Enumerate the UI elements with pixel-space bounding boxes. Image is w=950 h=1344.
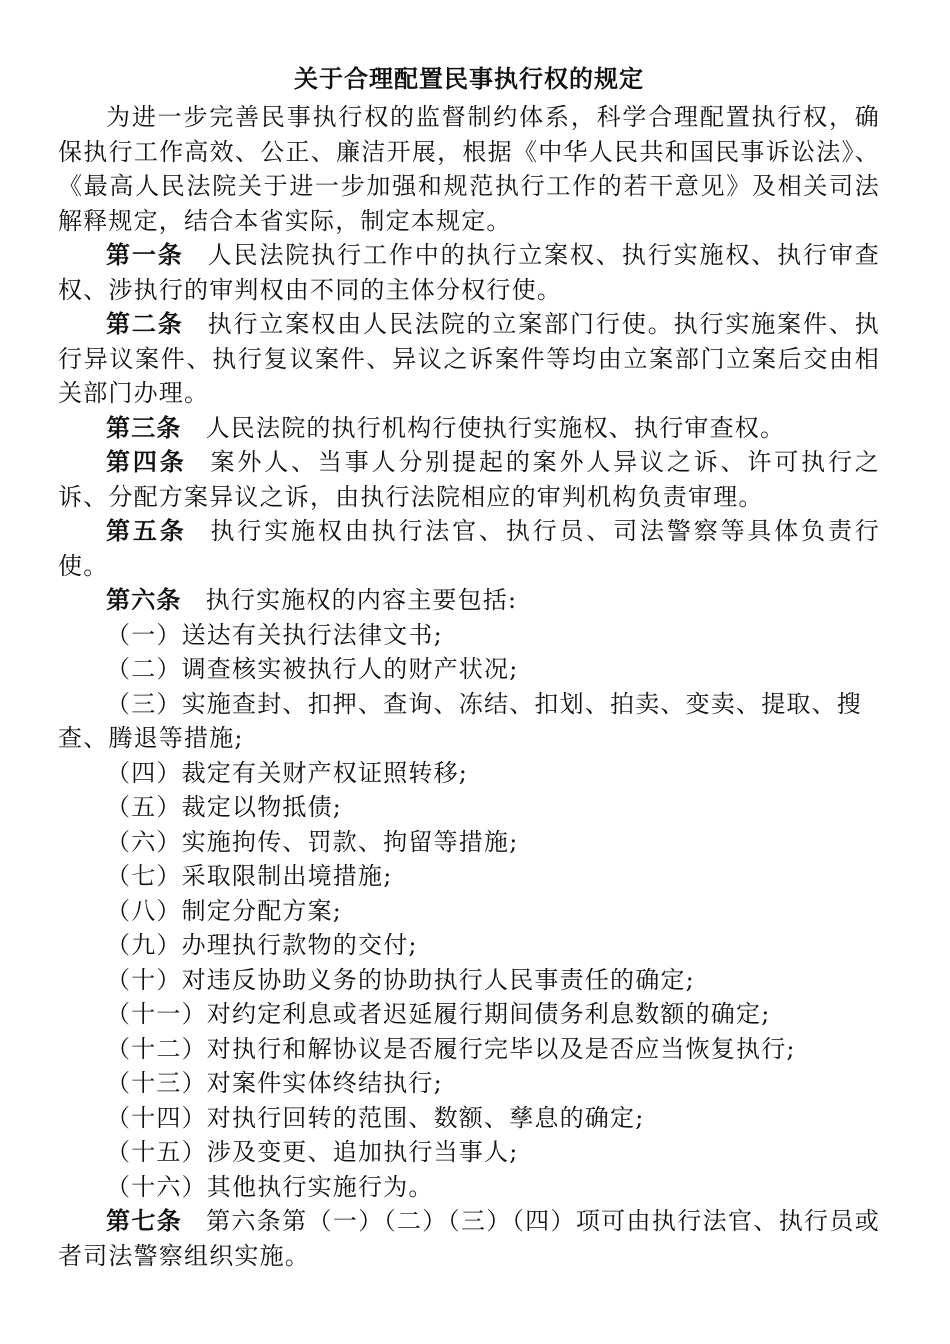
article-number: 第七条 <box>106 1206 183 1235</box>
article-3 <box>58 411 880 446</box>
article-text: 案外人、当事人分别提起的案外人异议之诉、许可执行之诉、分配方案异议之诉，由执行法院相应的审判机构负责审理。 <box>58 448 881 511</box>
article-text: 第六条第（一）（二）（三）（四）项可由执行法官、执行员或者司法警察组织实施。 <box>58 1207 880 1270</box>
list-item: （六）实施拘传、罚款、拘留等措施; <box>106 827 519 856</box>
list-item: （五）裁定以物抵债; <box>106 793 343 821</box>
list-item: （十三）对案件实体终结执行; <box>106 1069 443 1097</box>
list-item: （八）制定分配方案; <box>106 896 343 925</box>
list-item: （一）送达有关执行法律文书; <box>106 620 443 649</box>
article-number: 第四条 <box>106 447 187 476</box>
article-7 <box>58 1204 880 1273</box>
list-item: （三）实施查封、扣押、查询、冻结、扣划、拍卖、变卖、提取、搜查、腾退等措施; <box>58 689 862 752</box>
article-number: 第二条 <box>106 309 184 338</box>
article-2 <box>58 307 880 411</box>
list-item: （十）对违反协助义务的协助执行人民事责任的确定; <box>106 965 695 994</box>
list-item: （七）采取限制出境措施; <box>106 862 393 890</box>
list-item: （十六）其他执行实施行为。 <box>106 1172 434 1201</box>
article-text: 人民法院的执行机构行使执行实施权、执行审查权。 <box>205 413 786 442</box>
list-item: （十二）对执行和解协议是否履行完毕以及是否应当恢复执行; <box>106 1034 796 1063</box>
preamble-paragraph: 为进一步完善民事执行权的监督制约体系，科学合理配置执行权，确保执行工作高效、公正、廉洁开展，根据《中华人民共和国民事诉讼法》、《最高人民法院关于进一步加强和规范执行工作的若干意见》及相关司法解释规定，结合本省实际，制定本规定。 <box>58 103 880 235</box>
article-text: 执行实施权的内容主要包括: <box>205 586 518 614</box>
list-item: （十四）对执行回转的范围、数额、孳息的确定; <box>106 1103 645 1132</box>
article-6 <box>58 583 880 618</box>
article-5 <box>58 514 880 583</box>
list-item: （四）裁定有关财产权证照转移; <box>106 758 469 787</box>
article-text: 人民法院执行工作中的执行立案权、执行实施权、执行审查权、涉执行的审判权由不同的主体分权行使。 <box>58 241 880 304</box>
article-number: 第五条 <box>106 516 187 545</box>
list-item: （二）调查核实被执行人的财产状况; <box>106 655 519 683</box>
list-item: （十五）涉及变更、追加执行当事人; <box>106 1138 519 1166</box>
article-number: 第六条 <box>106 585 182 614</box>
list-item: （十一）对约定利息或者迟延履行期间债务利息数额的确定; <box>106 1000 771 1028</box>
list-item: （九）办理执行款物的交付; <box>106 931 418 959</box>
document-page <box>58 62 880 1273</box>
article-number: 第一条 <box>106 240 184 269</box>
article-text: 执行立案权由人民法院的立案部门行使。执行实施案件、执行异议案件、执行复议案件、异议之诉案件等均由立案部门立案后交由相关部门办理。 <box>58 310 880 407</box>
article-1 <box>58 238 880 307</box>
document-title: 关于合理配置民事执行权的规定 <box>294 64 644 93</box>
article-4 <box>58 445 880 514</box>
article-text: 执行实施权由执行法官、执行员、司法警察等具体负责行使。 <box>58 517 881 580</box>
article-number: 第三条 <box>106 412 182 442</box>
